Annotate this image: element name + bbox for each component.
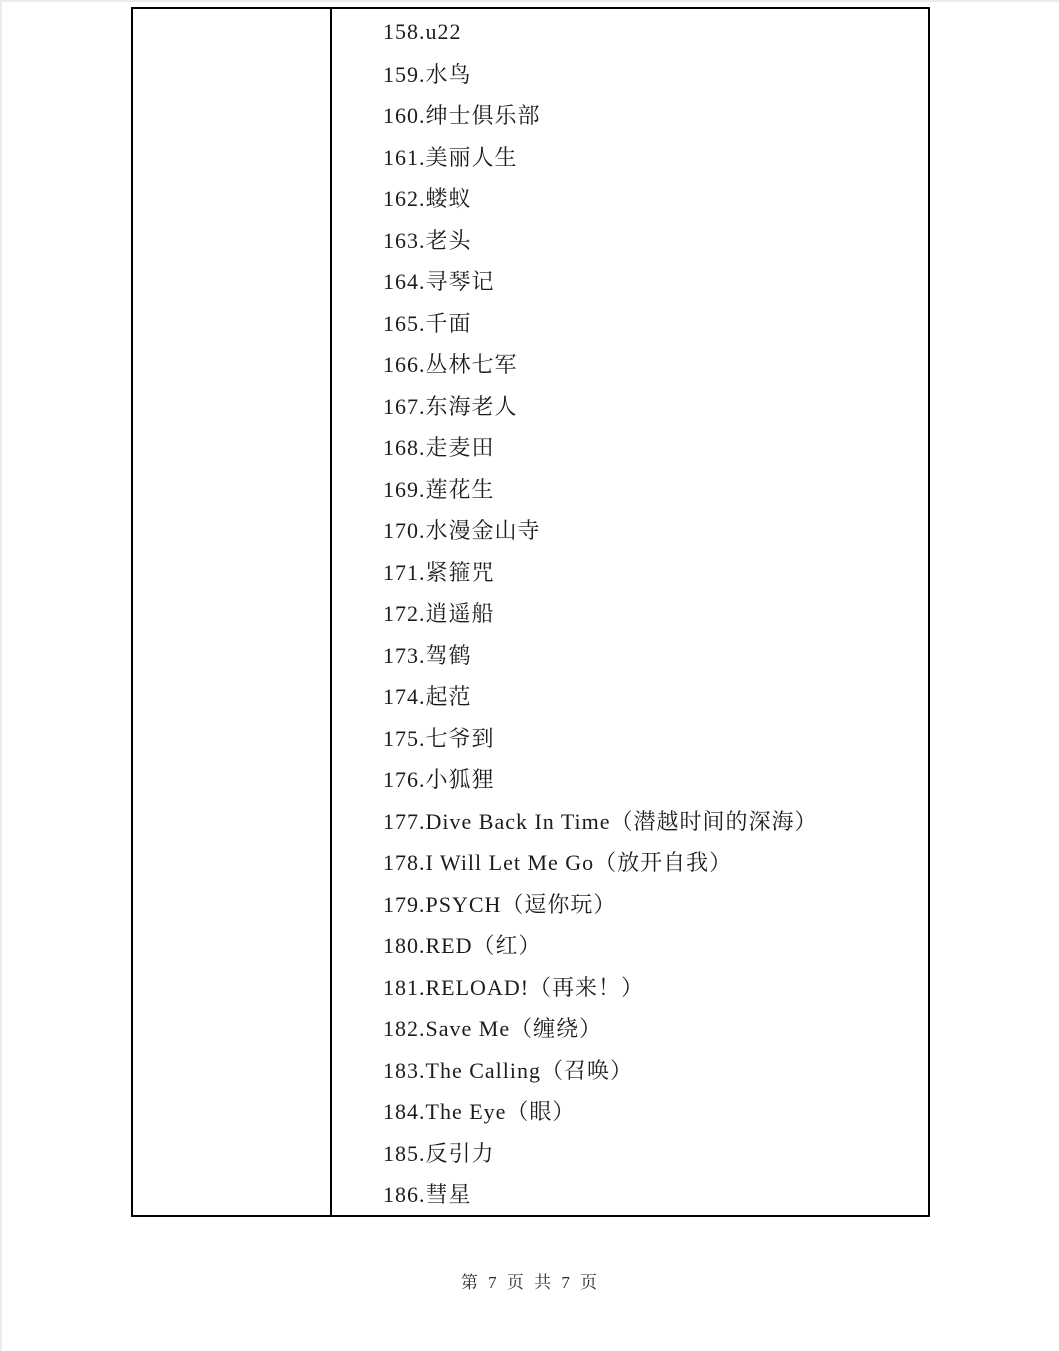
- list-item: 160.绅士俱乐部: [383, 103, 541, 129]
- list-item: 176.小狐狸: [383, 767, 495, 793]
- list-item: 166.丛林七军: [383, 352, 518, 378]
- list-item: 174.起范: [383, 684, 472, 710]
- list-item: 183.The Calling（召唤）: [383, 1057, 633, 1083]
- list-item: 164.寻琴记: [383, 269, 495, 295]
- list-item: 169.莲花生: [383, 476, 495, 502]
- list-item: 184.The Eye（眼）: [383, 1099, 576, 1125]
- list-item: 172.逍遥船: [383, 601, 495, 627]
- list-item: 186.彗星: [383, 1182, 472, 1208]
- list-item: 171.紧箍咒: [383, 559, 495, 585]
- list-item: 173.驾鹤: [383, 642, 472, 668]
- table-cell-song-list: [332, 9, 928, 1215]
- list-item: 159.水鸟: [383, 61, 472, 87]
- document-table: [131, 7, 930, 1217]
- list-item: 167.东海老人: [383, 393, 518, 419]
- list-item: 177.Dive Back In Time（潜越时间的深海）: [383, 808, 818, 834]
- list-item: 182.Save Me（缠绕）: [383, 1016, 603, 1042]
- list-item: 165.千面: [383, 310, 472, 336]
- list-item: 161.美丽人生: [383, 144, 518, 170]
- list-item: 163.老头: [383, 227, 472, 253]
- page-number-footer: 第 7 页 共 7 页: [460, 1273, 601, 1292]
- list-item: 162.蝼蚁: [383, 186, 472, 212]
- table-cell-left-empty: [133, 9, 332, 1215]
- list-item: 178.I Will Let Me Go（放开自我）: [383, 850, 733, 876]
- list-item: 181.RELOAD!（再来！）: [383, 974, 645, 1000]
- list-item: 175.七爷到: [383, 725, 495, 751]
- list-item: 180.RED（红）: [383, 933, 542, 959]
- list-item: 158.u22: [383, 18, 462, 44]
- list-item: 179.PSYCH（逗你玩）: [383, 891, 617, 917]
- list-item: 168.走麦田: [383, 435, 495, 461]
- list-item: 170.水漫金山寺: [383, 518, 541, 544]
- list-item: 185.反引力: [383, 1140, 495, 1166]
